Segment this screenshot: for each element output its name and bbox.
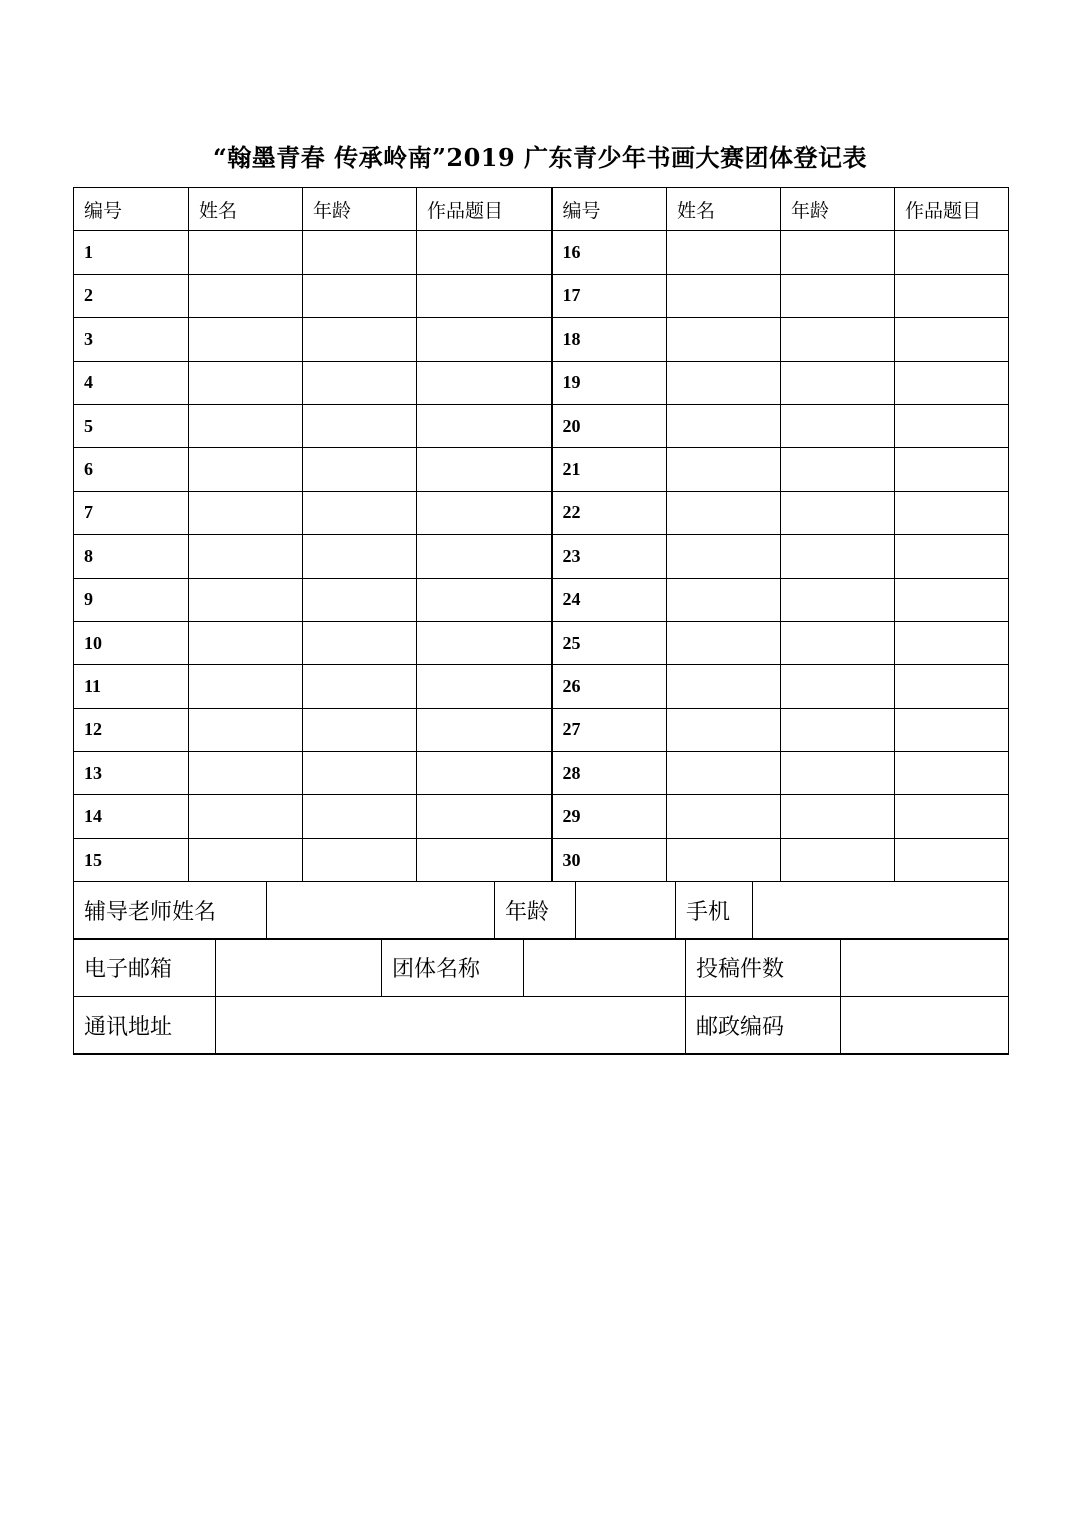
table-row [74,665,1009,708]
name-cell[interactable] [189,318,303,361]
work-title-cell[interactable] [895,448,1009,491]
work-title-cell[interactable] [417,318,552,361]
page-title: “翰墨青春 传承岭南”2019 广东青少年书画大赛团体登记表 [212,143,868,172]
age-cell[interactable] [781,578,895,621]
registration-table [73,187,1009,882]
postal-code-label: 邮政编码 [686,997,841,1055]
row-number: 8 [74,535,189,578]
age-cell[interactable] [303,491,417,534]
work-title-cell[interactable] [895,752,1009,795]
row-number: 15 [74,838,189,881]
age-cell[interactable] [781,231,895,274]
name-cell[interactable] [667,274,781,317]
row-number: 19 [552,361,667,404]
row-number: 14 [74,795,189,838]
name-cell[interactable] [189,752,303,795]
name-cell[interactable] [189,491,303,534]
age-cell[interactable] [781,448,895,491]
teacher-age-label: 年龄 [495,882,576,940]
header-name: 姓名 [667,188,781,231]
teacher-name-label: 辅导老师姓名 [74,882,267,940]
name-cell[interactable] [189,535,303,578]
email-label: 电子邮箱 [74,939,216,997]
work-title-cell[interactable] [417,231,552,274]
work-title-cell[interactable] [417,621,552,664]
table-row [74,491,1009,534]
age-cell[interactable] [781,665,895,708]
name-cell[interactable] [667,535,781,578]
row-number: 20 [552,404,667,447]
row-number: 21 [552,448,667,491]
row-number: 27 [552,708,667,751]
submission-count-label: 投稿件数 [686,939,841,997]
age-cell[interactable] [303,752,417,795]
row-number: 3 [74,318,189,361]
teacher-info-row [73,881,1009,940]
submission-count-field[interactable] [841,939,1009,997]
row-number: 30 [552,838,667,881]
row-number: 2 [74,274,189,317]
name-cell[interactable] [667,838,781,881]
postal-code-field[interactable] [841,997,1009,1055]
age-cell[interactable] [303,404,417,447]
table-row [74,752,1009,795]
work-title-cell[interactable] [417,708,552,751]
group-name-label: 团体名称 [382,939,524,997]
age-cell[interactable] [781,838,895,881]
email-field[interactable] [216,939,382,997]
row-number: 4 [74,361,189,404]
name-cell[interactable] [667,795,781,838]
age-cell[interactable] [781,708,895,751]
name-cell[interactable] [667,318,781,361]
name-cell[interactable] [667,448,781,491]
age-cell[interactable] [303,795,417,838]
work-title-cell[interactable] [417,448,552,491]
group-info-row [73,938,1009,997]
row-number: 6 [74,448,189,491]
work-title-cell[interactable] [895,621,1009,664]
work-title-cell[interactable] [895,404,1009,447]
work-title-cell[interactable] [417,535,552,578]
address-label: 通讯地址 [74,997,216,1055]
work-title-cell[interactable] [895,231,1009,274]
work-title-cell[interactable] [895,665,1009,708]
name-cell[interactable] [189,795,303,838]
row-number: 12 [74,708,189,751]
row-number: 16 [552,231,667,274]
name-cell[interactable] [189,404,303,447]
row-number: 24 [552,578,667,621]
header-age: 年龄 [781,188,895,231]
age-cell[interactable] [303,231,417,274]
header-work-title: 作品题目 [895,188,1009,231]
age-cell[interactable] [303,361,417,404]
header-work-title: 作品题目 [417,188,552,231]
work-title-cell[interactable] [895,274,1009,317]
age-cell[interactable] [303,838,417,881]
row-number: 13 [74,752,189,795]
work-title-cell[interactable] [417,578,552,621]
address-info-row [73,996,1009,1055]
table-row [74,361,1009,404]
name-cell[interactable] [667,752,781,795]
work-title-cell[interactable] [895,578,1009,621]
row-number: 1 [74,231,189,274]
row-number: 28 [552,752,667,795]
address-field[interactable] [216,997,686,1055]
age-cell[interactable] [781,491,895,534]
age-cell[interactable] [781,274,895,317]
work-title-cell[interactable] [895,491,1009,534]
age-cell[interactable] [303,448,417,491]
name-cell[interactable] [189,838,303,881]
age-cell[interactable] [303,665,417,708]
header-name: 姓名 [189,188,303,231]
name-cell[interactable] [189,274,303,317]
row-number: 29 [552,795,667,838]
row-number: 7 [74,491,189,534]
name-cell[interactable] [667,361,781,404]
row-number: 9 [74,578,189,621]
table-row [74,838,1009,881]
table-row [74,404,1009,447]
name-cell[interactable] [667,708,781,751]
row-number: 5 [74,404,189,447]
table-row [74,708,1009,751]
phone-field[interactable] [753,882,1009,940]
name-cell[interactable] [189,231,303,274]
age-cell[interactable] [303,708,417,751]
age-cell[interactable] [781,318,895,361]
row-number: 18 [552,318,667,361]
age-cell[interactable] [303,274,417,317]
work-title-cell[interactable] [417,795,552,838]
name-cell[interactable] [667,404,781,447]
row-number: 17 [552,274,667,317]
table-row [74,318,1009,361]
table-row [74,795,1009,838]
age-cell[interactable] [781,621,895,664]
work-title-cell[interactable] [417,361,552,404]
table-row [74,621,1009,664]
work-title-cell[interactable] [895,795,1009,838]
age-cell[interactable] [303,535,417,578]
work-title-cell[interactable] [417,274,552,317]
row-number: 22 [552,491,667,534]
teacher-age-field[interactable] [576,882,676,940]
row-number: 25 [552,621,667,664]
age-cell[interactable] [303,621,417,664]
age-cell[interactable] [781,535,895,578]
name-cell[interactable] [667,578,781,621]
work-title-cell[interactable] [417,838,552,881]
work-title-cell[interactable] [895,318,1009,361]
work-title-cell[interactable] [895,361,1009,404]
age-cell[interactable] [781,795,895,838]
teacher-name-field[interactable] [267,882,495,940]
table-header-row [74,188,1009,231]
name-cell[interactable] [189,578,303,621]
name-cell[interactable] [189,621,303,664]
name-cell[interactable] [667,621,781,664]
table-row [74,231,1009,274]
row-number: 10 [74,621,189,664]
work-title-cell[interactable] [895,838,1009,881]
work-title-cell[interactable] [417,404,552,447]
name-cell[interactable] [667,231,781,274]
name-cell[interactable] [667,491,781,534]
age-cell[interactable] [303,578,417,621]
table-row [74,274,1009,317]
name-cell[interactable] [189,448,303,491]
age-cell[interactable] [781,404,895,447]
age-cell[interactable] [303,318,417,361]
row-number: 23 [552,535,667,578]
work-title-cell[interactable] [417,665,552,708]
row-number: 26 [552,665,667,708]
table-row [74,448,1009,491]
name-cell[interactable] [189,708,303,751]
group-name-field[interactable] [524,939,686,997]
name-cell[interactable] [189,665,303,708]
row-number: 11 [74,665,189,708]
work-title-cell[interactable] [417,752,552,795]
name-cell[interactable] [189,361,303,404]
work-title-cell[interactable] [895,708,1009,751]
age-cell[interactable] [781,752,895,795]
header-age: 年龄 [303,188,417,231]
age-cell[interactable] [781,361,895,404]
table-row [74,535,1009,578]
work-title-cell[interactable] [895,535,1009,578]
work-title-cell[interactable] [417,491,552,534]
header-number: 编号 [74,188,189,231]
name-cell[interactable] [667,665,781,708]
header-number: 编号 [552,188,667,231]
table-row [74,578,1009,621]
phone-label: 手机 [676,882,753,940]
